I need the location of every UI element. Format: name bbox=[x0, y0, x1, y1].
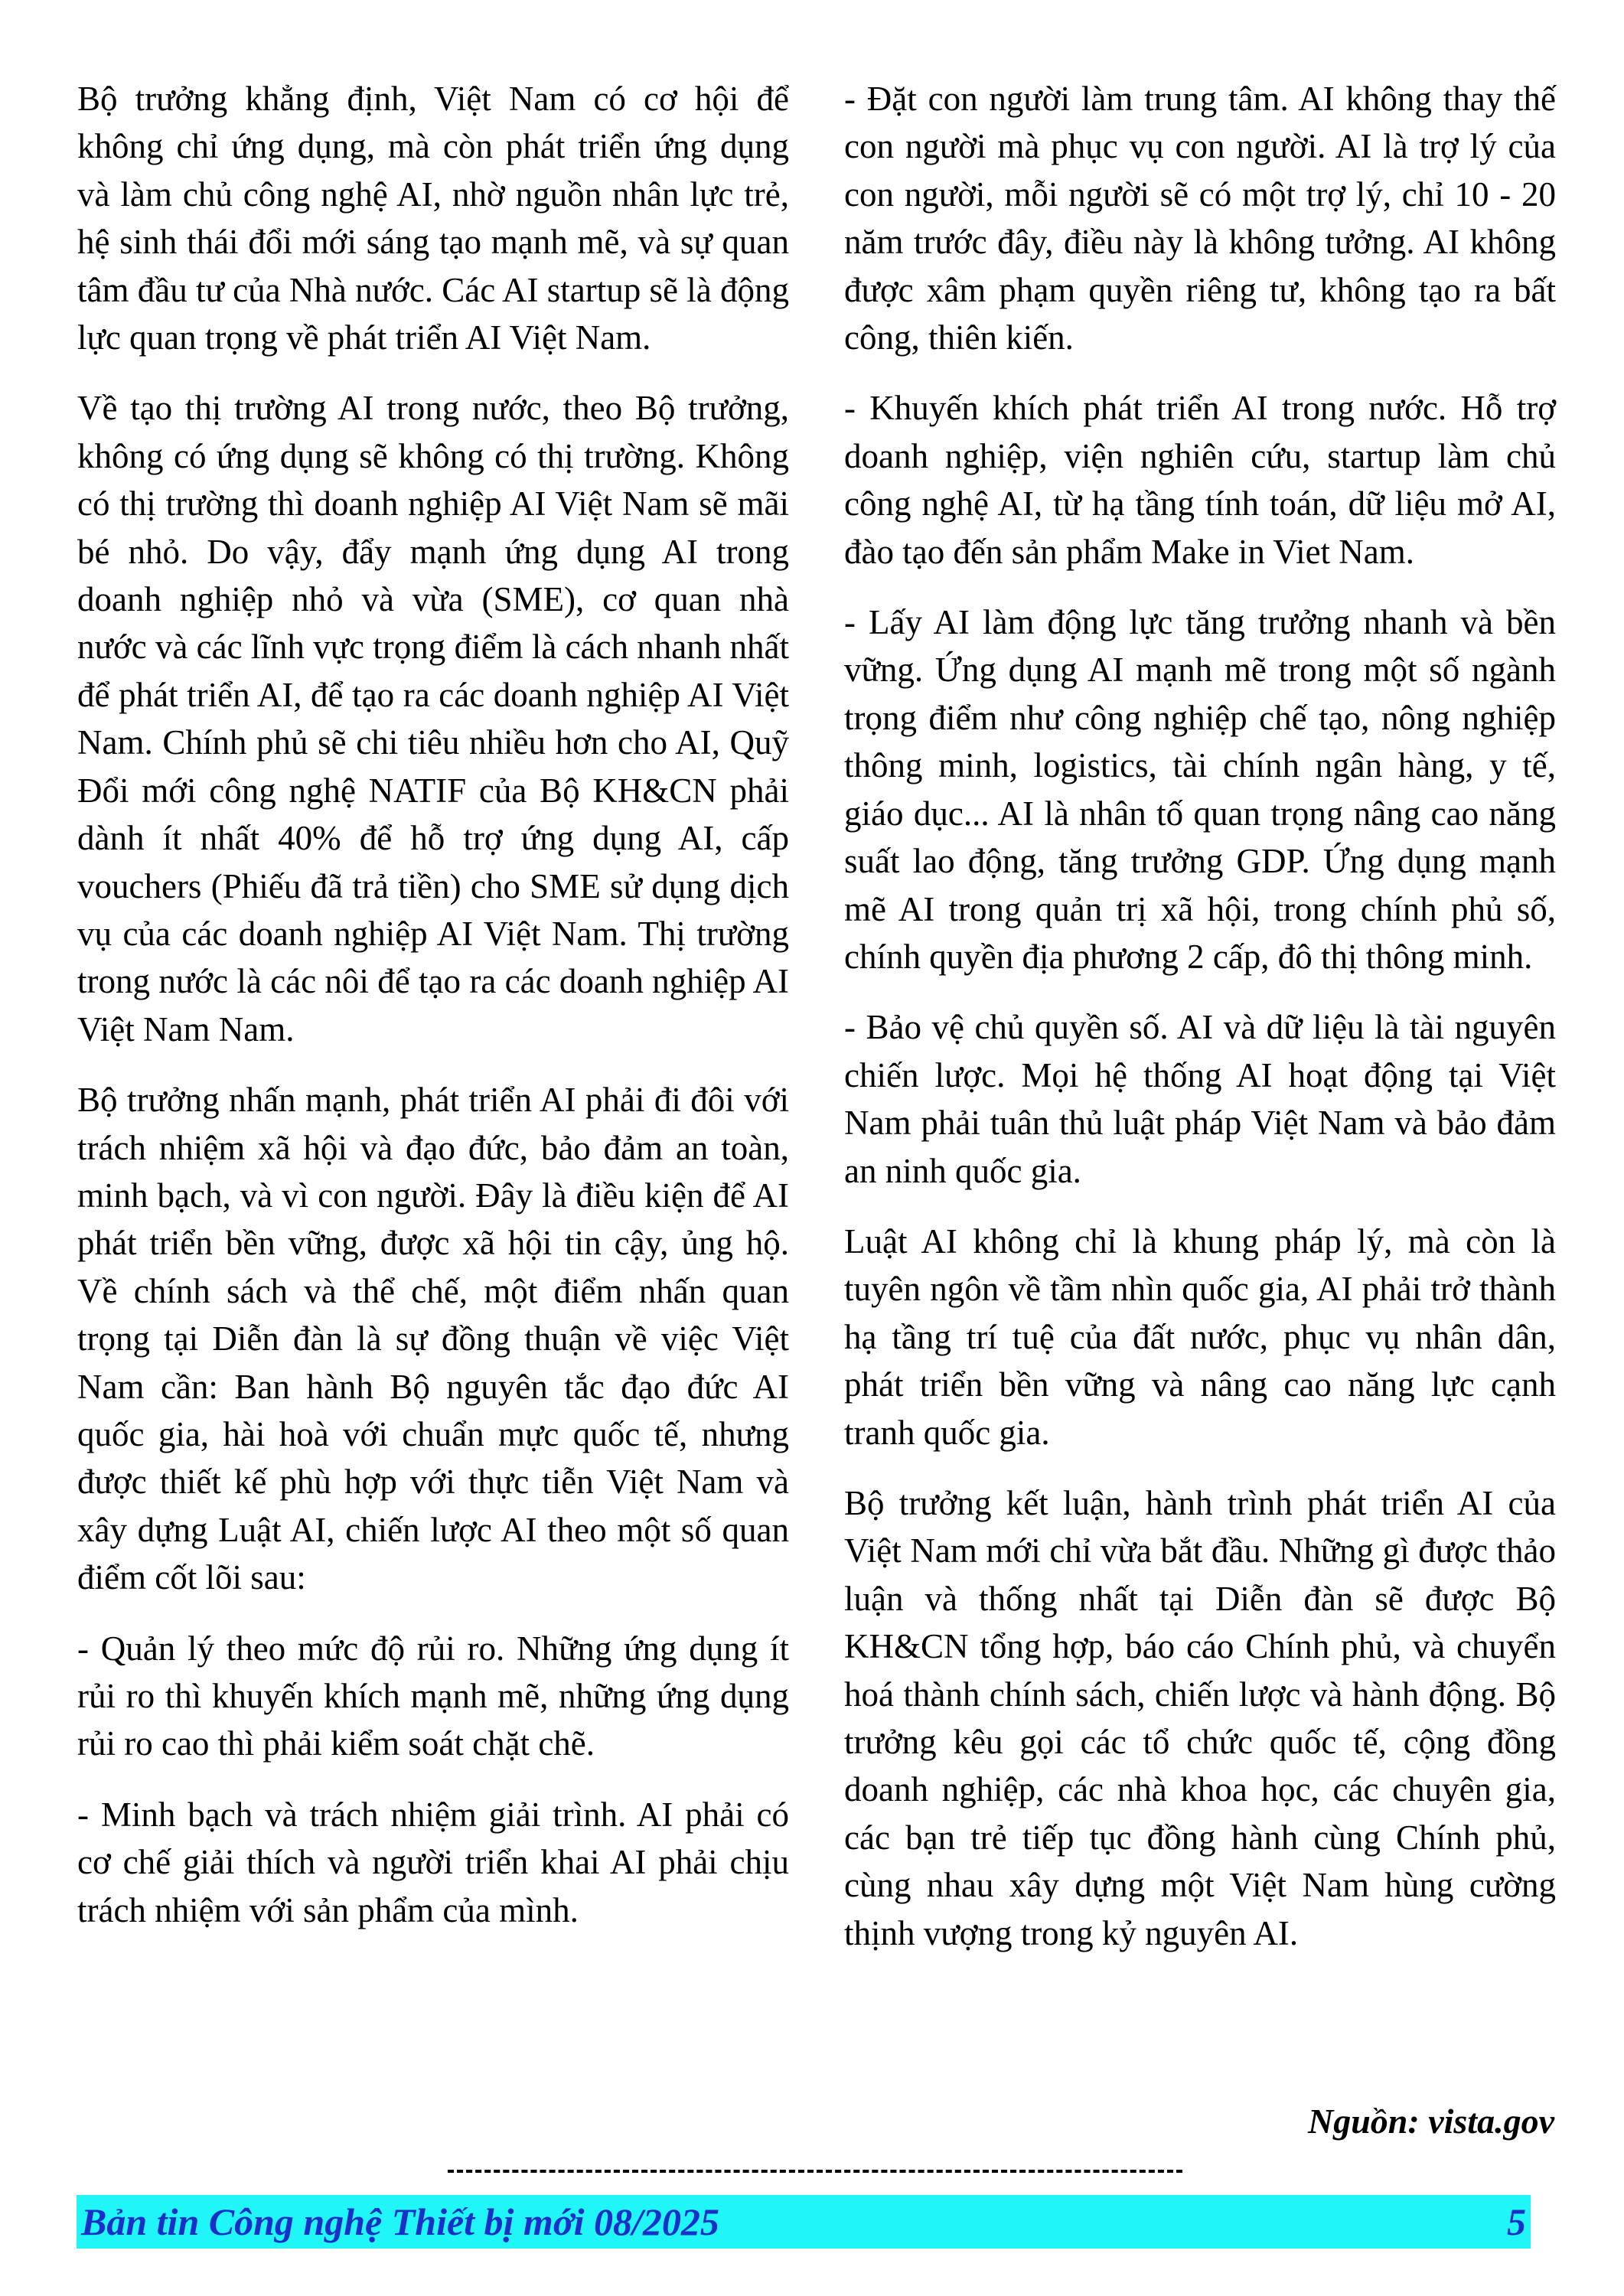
paragraph: Bộ trưởng nhấn mạnh, phát triển AI phải đi đôi với trách nhiệm xã hội và đạo đức, bảo đảm an toàn, minh bạch, và vì con người. Đây là điều kiện để AI phát triển bền vững, được xã hội tin cậy, ủng hộ. Về chính sách và thể chế, một điểm nhấn quan trọng tại Diễn đàn là sự đồng thuận về việc Việt Nam cần: Ban hành Bộ nguyên tắc đạo đức AI quốc gia, hài hoà với chuẩn mực quốc tế, nhưng được thiết kế phù hợp với thực tiễn Việt Nam và xây dựng Luật AI, chiến lược AI theo một số quan điểm cốt lõi sau: bbox=[77, 1081, 789, 1597]
newsletter-title: Bản tin Công nghệ Thiết bị mới 08/2025 bbox=[81, 2200, 719, 2243]
bullet-paragraph: - Lấy AI làm động lực tăng trưởng nhanh và bền vững. Ứng dụng AI mạnh mẽ trong một số ngành trọng điểm như công nghiệp chế tạo, nông nghiệp thông minh, logistics, tài chính ngân hàng, y tế, giáo dục... AI là nhân tố quan trọng nâng cao năng suất lao động, tăng trưởng GDP. Ứng dụng mạnh mẽ AI trong quản trị xã hội, trong chính phủ số, chính quyền địa phương 2 cấp, đô thị thông minh. bbox=[844, 603, 1556, 976]
page-number: 5 bbox=[1507, 2200, 1526, 2243]
right-column bbox=[844, 75, 1556, 1980]
bullet-paragraph: - Quản lý theo mức độ rủi ro. Những ứng dụng ít rủi ro thì khuyến khích mạnh mẽ, những ứng dụng rủi ro cao thì phải kiểm soát chặt chẽ. bbox=[77, 1629, 789, 1763]
bullet-paragraph: - Khuyến khích phát triển AI trong nước. Hỗ trợ doanh nghiệp, viện nghiên cứu, startup làm chủ công nghệ AI, từ hạ tầng tính toán, dữ liệu mở AI, đào tạo đến sản phẩm Make in Viet Nam. bbox=[844, 389, 1556, 571]
paragraph: Luật AI không chỉ là khung pháp lý, mà còn là tuyên ngôn về tầm nhìn quốc gia, AI phải trở thành hạ tầng trí tuệ của đất nước, phục vụ nhân dân, phát triển bền vững và nâng cao năng lực cạnh tranh quốc gia. bbox=[844, 1221, 1556, 1452]
footer-bar bbox=[77, 2195, 1531, 2249]
left-column bbox=[77, 75, 789, 1957]
bullet-paragraph: - Minh bạch và trách nhiệm giải trình. AI phải có cơ chế giải thích và người triển khai AI phải chịu trách nhiệm với sản phẩm của mình. bbox=[77, 1795, 789, 1929]
dashed-divider bbox=[448, 2170, 1182, 2173]
paragraph: Bộ trưởng kết luận, hành trình phát triển AI của Việt Nam mới chỉ vừa bắt đầu. Những gì được thảo luận và thống nhất tại Diễn đàn sẽ được Bộ KH&CN tổng hợp, báo cáo Chính phủ, và chuyển hoá thành chính sách, chiến lược và hành động. Bộ trưởng kêu gọi các tổ chức quốc tế, cộng đồng doanh nghiệp, các nhà khoa học, các chuyên gia, các bạn trẻ tiếp tục đồng hành cùng Chính phủ, cùng nhau xây dựng một Việt Nam hùng cường thịnh vượng trong kỷ nguyên AI. bbox=[844, 1483, 1556, 1952]
bullet-paragraph: - Bảo vệ chủ quyền số. AI và dữ liệu là tài nguyên chiến lược. Mọi hệ thống AI hoạt động tại Việt Nam phải tuân thủ luật pháp Việt Nam và bảo đảm an ninh quốc gia. bbox=[844, 1008, 1556, 1190]
bullet-paragraph: - Đặt con người làm trung tâm. AI không thay thế con người mà phục vụ con người. AI là trợ lý của con người, mỗi người sẽ có một trợ lý, chỉ 10 - 20 năm trước đây, điều này là không tưởng. AI không được xâm phạm quyền riêng tư, không tạo ra bất công, thiên kiến. bbox=[844, 80, 1556, 357]
paragraph: Về tạo thị trường AI trong nước, theo Bộ trưởng, không có ứng dụng sẽ không có thị trường. Không có thị trường thì doanh nghiệp AI Việt Nam sẽ mãi bé nhỏ. Do vậy, đẩy mạnh ứng dụng AI trong doanh nghiệp nhỏ và vừa (SME), cơ quan nhà nước và các lĩnh vực trọng điểm là cách nhanh nhất để phát triển AI, để tạo ra các doanh nghiệp AI Việt Nam. Chính phủ sẽ chi tiêu nhiều hơn cho AI, Quỹ Đổi mới công nghệ NATIF của Bộ KH&CN phải dành ít nhất 40% để hỗ trợ ứng dụng AI, cấp vouchers (Phiếu đã trả tiền) cho SME sử dụng dịch vụ của các doanh nghiệp AI Việt Nam. Thị trường trong nước là các nôi để tạo ra các doanh nghiệp AI Việt Nam Nam. bbox=[77, 389, 789, 1049]
paragraph: Bộ trưởng khẳng định, Việt Nam có cơ hội để không chỉ ứng dụng, mà còn phát triển ứng dụng và làm chủ công nghệ AI, nhờ nguồn nhân lực trẻ, hệ sinh thái đổi mới sáng tạo mạnh mẽ, và sự quan tâm đầu tư của Nhà nước. Các AI startup sẽ là động lực quan trọng về phát triển AI Việt Nam. bbox=[77, 80, 789, 357]
source-credit: Nguồn: vista.gov bbox=[1308, 2102, 1554, 2141]
